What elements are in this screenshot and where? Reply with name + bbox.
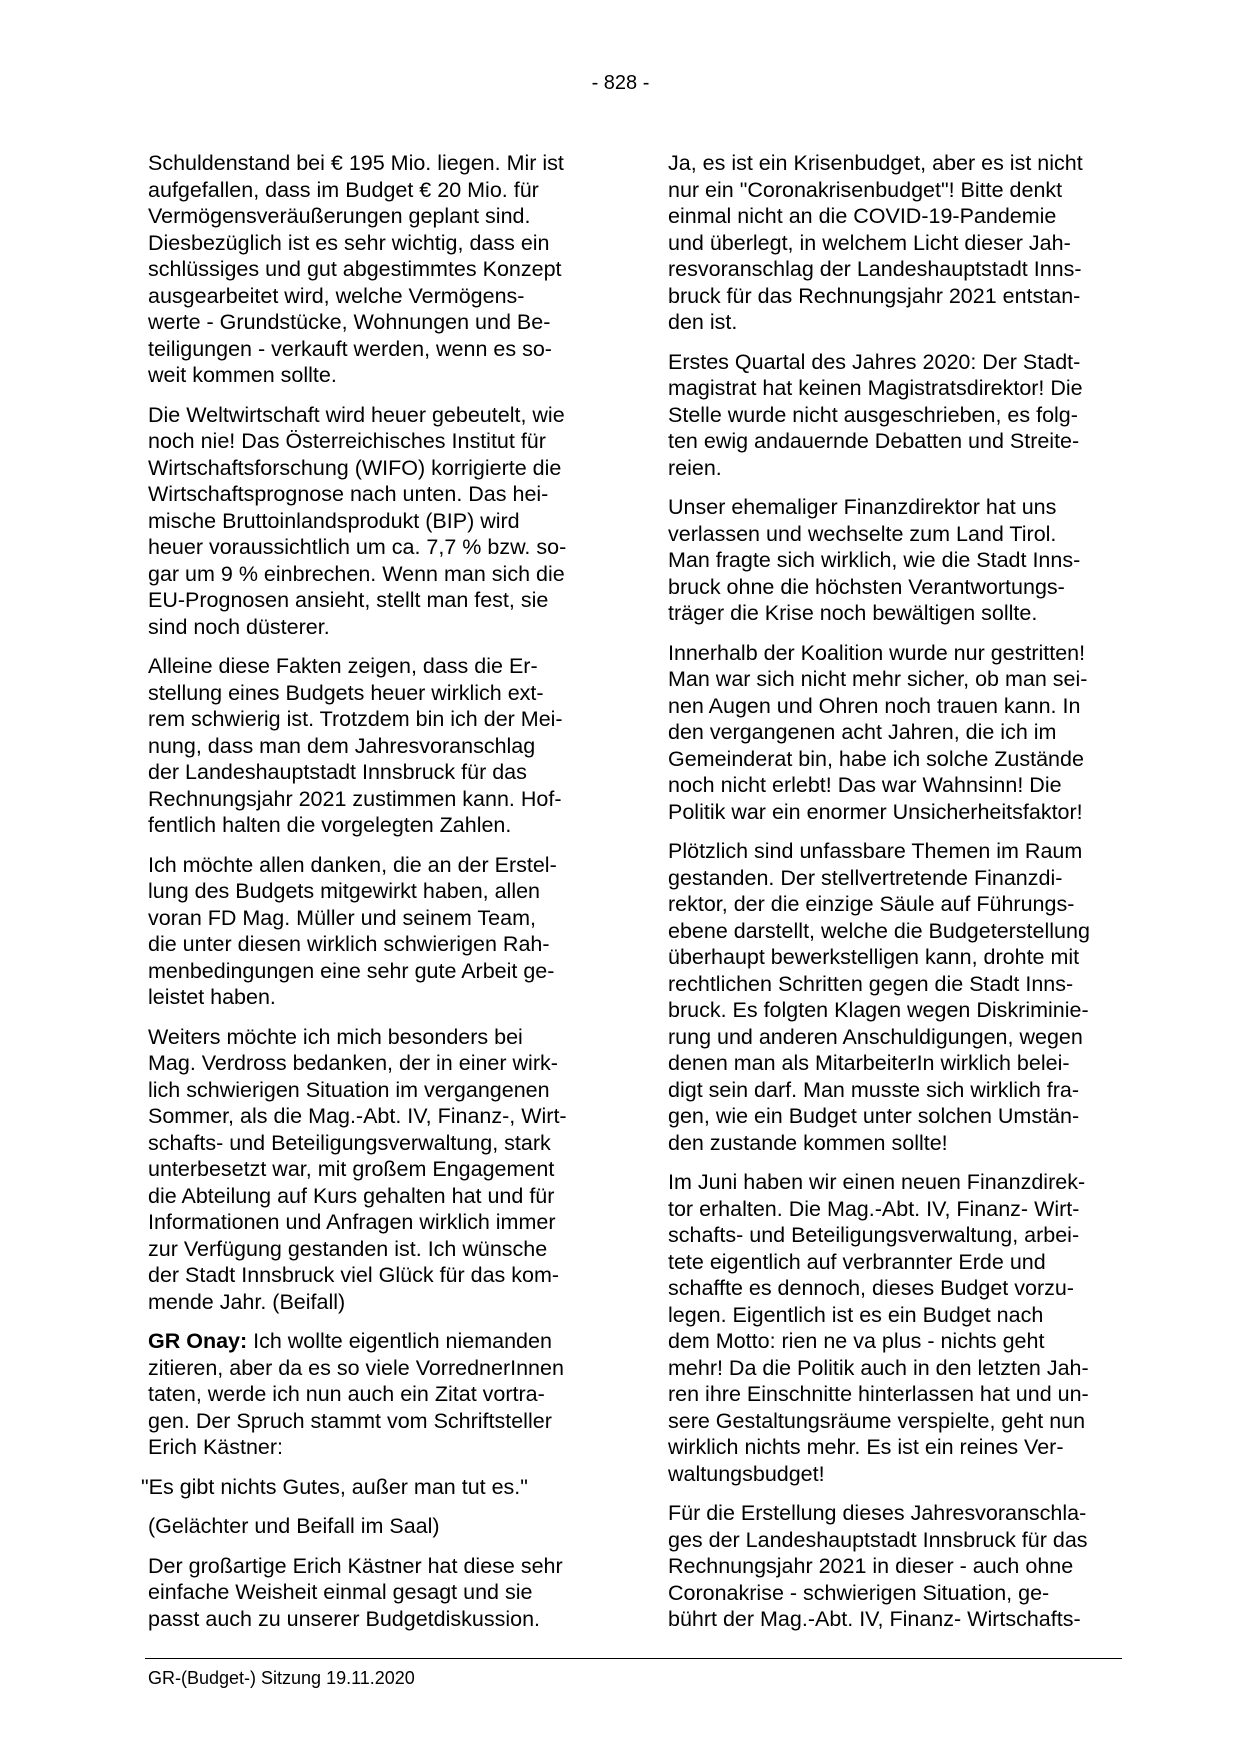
speaker-paragraph	[148, 1328, 598, 1461]
paragraph: Unser ehemaliger Finanzdirektor hat uns verlassen und wechselte zum Land Tirol. Man fragte sich wirklich, wie die Stadt Inns- bruck ohne die höchsten Verantwortungs- träger die Krise noch bewältigen sollte.	[668, 495, 1081, 625]
paragraph: Die Weltwirtschaft wird heuer gebeutelt, wie noch nie! Das Österreichisches Institut für Wirtschaftsforschung (WIFO) korrigierte die Wirtschaftsprognose nach unten. Das hei- mische Bruttoinlandsprodukt (BIP) wird heuer voraussichtlich um ca. 7,7 % bzw. so- gar um 9 % einbrechen. Wenn man sich die EU-Prognosen ansieht, stellt man fest, sie sind noch düsterer.	[148, 402, 567, 639]
paragraph: Der großartige Erich Kästner hat diese sehr einfache Weisheit einmal gesagt und sie passt auch zu unserer Budgetdiskussion.	[148, 1553, 563, 1631]
paragraph: Ja, es ist ein Krisenbudget, aber es ist nicht nur ein "Coronakrisenbudget"! Bitte denkt einmal nicht an die COVID-19-Pandemie und überlegt, in welchem Licht dieser Jah- resvoranschlag der Landeshauptstadt Inns- bruck für das Rechnungsjahr 2021 entstan- den ist.	[668, 151, 1083, 334]
paragraph: Schuldenstand bei € 195 Mio. liegen. Mir ist aufgefallen, dass im Budget € 20 Mio. für Vermögensveräußerungen geplant sind. Diesbezüglich ist es sehr wichtig, dass ein schlüssiges und gut abgestimmtes Konzept ausgearbeitet wird, welche Vermögens- werte - Grundstücke, Wohnungen und Be- teiligungen - verkauft werden, wenn es so- weit kommen sollte.	[148, 151, 564, 387]
paragraph: Erstes Quartal des Jahres 2020: Der Stadt- magistrat hat keinen Magistratsdirektor! Die Stelle wurde nicht ausgeschrieben, es folg- ten ewig andauernde Debatten und Streite- reien.	[668, 349, 1083, 480]
speaker-name: GR Onay:	[148, 1329, 248, 1353]
left-column	[141, 150, 598, 1645]
right-column	[668, 150, 1118, 1646]
stage-direction: (Gelächter und Beifall im Saal)	[148, 1514, 440, 1538]
paragraph: Im Juni haben wir einen neuen Finanzdirek- tor erhalten. Die Mag.-Abt. IV, Finanz- Wirt- schafts- und Beteiligungsverwaltung, arbei- tete eigentlich auf verbrannter Erde und schaffte es dennoch, dieses Budget vorzu- legen. Eigentlich ist es ein Budget nach dem Motto: rien ne va plus - nichts geht mehr! Da die Politik auch in den letzten Jah- ren ihre Einschnitte hinterlassen hat und un- sere Gestaltungsräume verspielte, geht nun wirklich nichts mehr. Es ist ein reines Ver- waltungsbudget!	[668, 1170, 1089, 1486]
footer-text: GR-(Budget-) Sitzung 19.11.2020	[148, 1668, 415, 1688]
footer-divider	[145, 1658, 1122, 1659]
paragraph: Alleine diese Fakten zeigen, dass die Er- stellung eines Budgets heuer wirklich ext- rem schwierig ist. Trotzdem bin ich der Mei- nung, dass man dem Jahresvoranschlag der Landeshauptstadt Innsbruck für das Rechnungsjahr 2021 zustimmen kann. Hof- fentlich halten die vorgelegten Zahlen.	[148, 654, 563, 837]
speaker-text: Ich wollte eigentlich niemanden zitieren, aber da es so viele VorrednerInnen taten, werde ich nun auch ein Zitat vortra- gen. Der Spruch stammt vom Schriftsteller Erich Kästner:	[148, 1329, 564, 1459]
paragraph: Für die Erstellung dieses Jahresvoranschla- ges der Landeshauptstadt Innsbruck für das Rechnungsjahr 2021 in dieser - auch ohne Coronakrise - schwierigen Situation, ge- bührt der Mag.-Abt. IV, Finanz- Wirtschafts-	[668, 1501, 1088, 1631]
quote: "Es gibt nichts Gutes, außer man tut es."	[141, 1474, 528, 1499]
page-number: - 828 -	[591, 72, 650, 94]
paragraph: Plötzlich sind unfassbare Themen im Raum gestanden. Der stellvertretende Finanzdi- rektor, der die einzige Säule auf Führungs- ebene darstellt, welche die Budgeterstellung überhaupt bewerkstelligen kann, drohte mit rechtlichen Schritten gegen die Stadt Inns- bruck. Es folgten Klagen wegen Diskriminie- rung und anderen Anschuldigungen, wegen denen man als MitarbeiterIn wirklich belei- digt sein darf. Man musste sich wirklich fra- gen, wie ein Budget unter solchen Umstän- den zustande kommen sollte!	[668, 839, 1090, 1155]
paragraph: Weiters möchte ich mich besonders bei Mag. Verdross bedanken, der in einer wirk- lich schwierigen Situation im vergangenen Sommer, als die Mag.-Abt. IV, Finanz-, Wirt- schafts- und Beteiligungsverwaltung, stark unterbesetzt war, mit großem Engagement die Abteilung auf Kurs gehalten hat und für Informationen und Anfragen wirklich immer zur Verfügung gestanden ist. Ich wünsche der Stadt Innsbruck viel Glück für das kom- mende Jahr. (Beifall)	[148, 1024, 567, 1314]
paragraph: Ich möchte allen danken, die an der Erstel- lung des Budgets mitgewirkt haben, allen voran FD Mag. Müller und seinem Team, die unter diesen wirklich schwierigen Rah- menbedingungen eine sehr gute Arbeit ge- leistet haben.	[148, 852, 557, 1009]
paragraph: Innerhalb der Koalition wurde nur gestritten! Man war sich nicht mehr sicher, ob man sei- nen Augen und Ohren noch trauen kann. In den vergangenen acht Jahren, die ich im Gemeinderat bin, habe ich solche Zustände noch nicht erlebt! Das war Wahnsinn! Die Politik war ein enormer Unsicherheitsfaktor!	[668, 640, 1088, 824]
